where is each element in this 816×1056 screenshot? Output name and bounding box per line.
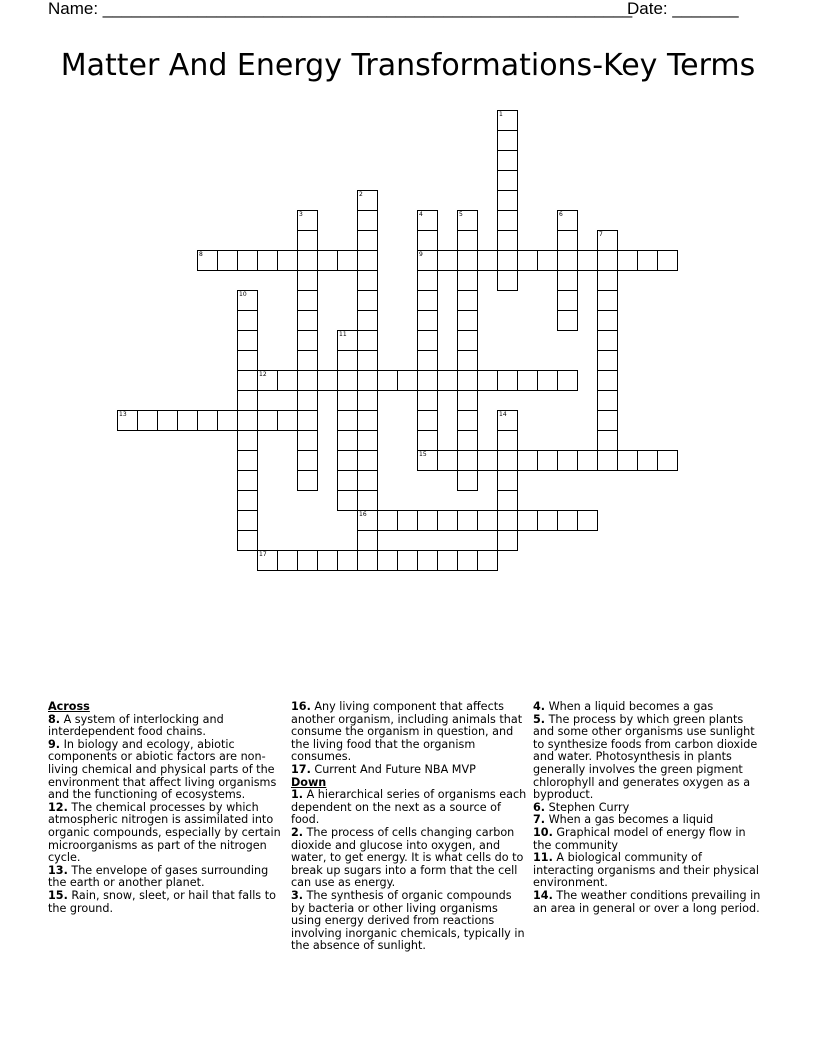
- clue-number: 1: [499, 111, 503, 118]
- clue-number: 8.: [48, 712, 61, 726]
- grid-cell[interactable]: [297, 430, 318, 451]
- grid-cell[interactable]: [597, 310, 618, 331]
- grid-cell[interactable]: [417, 330, 438, 351]
- grid-cell[interactable]: [577, 450, 598, 471]
- clue-item: [533, 852, 765, 890]
- grid-cell[interactable]: [577, 510, 598, 531]
- grid-cell[interactable]: [317, 250, 338, 271]
- grid-cell[interactable]: [417, 430, 438, 451]
- grid-cell[interactable]: [357, 450, 378, 471]
- grid-cell[interactable]: [557, 510, 578, 531]
- grid-cell[interactable]: [417, 450, 438, 471]
- clue-section-heading: Down: [291, 775, 327, 789]
- grid-cell[interactable]: [457, 450, 478, 471]
- clue-item: [533, 714, 765, 802]
- clue-number: 6.: [533, 800, 546, 814]
- clue-number: 12.: [48, 800, 68, 814]
- grid-cell[interactable]: [517, 370, 538, 391]
- grid-cell[interactable]: [337, 430, 358, 451]
- clue-number: 16.: [291, 700, 311, 713]
- grid-cell[interactable]: [557, 210, 578, 231]
- grid-cell[interactable]: [437, 250, 458, 271]
- clue-number: 5: [459, 211, 463, 218]
- clue-text: The envelope of gases surrounding the earth or another planet.: [48, 863, 269, 890]
- clue-column-3: [533, 701, 765, 915]
- clue-text: The chemical processes by which atmospheric nitrogen is assimilated into organic compounds, especially by certain microorganisms as part of the nitrogen cycle.: [48, 800, 281, 865]
- grid-cell[interactable]: [357, 410, 378, 431]
- grid-cell[interactable]: [537, 370, 558, 391]
- grid-cell[interactable]: [497, 210, 518, 231]
- grid-cell[interactable]: [417, 410, 438, 431]
- grid-cell[interactable]: [617, 450, 638, 471]
- grid-cell[interactable]: [457, 550, 478, 571]
- grid-cell[interactable]: [237, 250, 258, 271]
- grid-cell[interactable]: [297, 350, 318, 371]
- grid-cell[interactable]: [557, 270, 578, 291]
- grid-cell[interactable]: [197, 250, 218, 271]
- clue-item: [291, 701, 527, 764]
- grid-cell[interactable]: [297, 410, 318, 431]
- grid-cell[interactable]: [617, 250, 638, 271]
- grid-cell[interactable]: [497, 110, 518, 131]
- clue-text: The process of cells changing carbon dioxide and glucose into oxygen, and water, to get energy. It is what cells do to break up sugars into a form that the cell can use as energy.: [291, 825, 524, 890]
- grid-cell[interactable]: [477, 250, 498, 271]
- grid-cell[interactable]: [497, 510, 518, 531]
- grid-cell[interactable]: [257, 250, 278, 271]
- clue-number: 10.: [533, 825, 553, 839]
- grid-cell[interactable]: [557, 230, 578, 251]
- clue-item: [48, 739, 284, 802]
- grid-cell[interactable]: [417, 230, 438, 251]
- clue-number: 17: [259, 551, 267, 558]
- grid-cell[interactable]: [557, 250, 578, 271]
- clue-item: [291, 764, 527, 777]
- name-field-label[interactable]: Name: ________________________________________________________: [48, 0, 633, 18]
- grid-cell[interactable]: [357, 350, 378, 371]
- grid-cell[interactable]: [457, 410, 478, 431]
- grid-cell[interactable]: [177, 410, 198, 431]
- clue-column-2: [291, 701, 527, 953]
- grid-cell[interactable]: [417, 270, 438, 291]
- clue-text: Current And Future NBA MVP: [310, 762, 476, 776]
- grid-cell[interactable]: [297, 230, 318, 251]
- grid-cell[interactable]: [357, 250, 378, 271]
- clue-text: The synthesis of organic compounds by bacteria or other living organisms using energy derived from reactions involving inorganic chemicals, typically in the absence of sunlight.: [291, 888, 525, 953]
- grid-cell[interactable]: [597, 270, 618, 291]
- clue-number: 12: [259, 371, 267, 378]
- grid-cell[interactable]: [397, 550, 418, 571]
- clue-number: 3: [299, 211, 303, 218]
- grid-cell[interactable]: [497, 530, 518, 551]
- clue-text: A biological community of interacting organisms and their physical environment.: [533, 851, 759, 890]
- grid-cell[interactable]: [497, 450, 518, 471]
- grid-cell[interactable]: [237, 530, 258, 551]
- grid-cell[interactable]: [357, 270, 378, 291]
- grid-cell[interactable]: [357, 530, 378, 551]
- clue-number: 15: [419, 451, 427, 458]
- grid-cell[interactable]: [197, 410, 218, 431]
- grid-cell[interactable]: [357, 370, 378, 391]
- grid-cell[interactable]: [497, 150, 518, 171]
- grid-cell[interactable]: [457, 370, 478, 391]
- grid-cell[interactable]: [237, 310, 258, 331]
- grid-cell[interactable]: [277, 370, 298, 391]
- clue-item: [48, 865, 284, 890]
- grid-cell[interactable]: [497, 230, 518, 251]
- clue-text: The weather conditions prevailing in an area in general or over a long period.: [533, 888, 761, 915]
- grid-cell[interactable]: [337, 350, 358, 371]
- grid-cell[interactable]: [457, 310, 478, 331]
- grid-cell[interactable]: [357, 430, 378, 451]
- grid-cell[interactable]: [457, 430, 478, 451]
- grid-cell[interactable]: [597, 390, 618, 411]
- grid-cell[interactable]: [297, 290, 318, 311]
- grid-cell[interactable]: [297, 270, 318, 291]
- clue-number: 11.: [533, 851, 553, 865]
- grid-cell[interactable]: [337, 410, 358, 431]
- clue-column-1: [48, 701, 284, 915]
- grid-cell[interactable]: [357, 510, 378, 531]
- grid-cell[interactable]: [417, 370, 438, 391]
- grid-cell[interactable]: [377, 510, 398, 531]
- grid-cell[interactable]: [557, 370, 578, 391]
- clue-text: Any living component that affects another organism, including animals that consume the organism in question, and the living food that the organism consumes.: [291, 700, 523, 764]
- grid-cell[interactable]: [237, 370, 258, 391]
- clue-number: 15.: [48, 888, 68, 902]
- grid-cell[interactable]: [297, 390, 318, 411]
- grid-cell[interactable]: [457, 390, 478, 411]
- grid-cell[interactable]: [417, 310, 438, 331]
- grid-cell[interactable]: [457, 510, 478, 531]
- grid-cell[interactable]: [237, 410, 258, 431]
- grid-cell[interactable]: [297, 210, 318, 231]
- clue-number: 2: [359, 191, 363, 198]
- grid-cell[interactable]: [437, 550, 458, 571]
- clue-text: The process by which green plants and some other organisms use sunlight to synthesize foods from carbon dioxide and water. Photosynthesis in plants generally involves the green pigment chlorophyll and generates oxygen as a byproduct.: [533, 712, 758, 802]
- clue-number: 6: [559, 211, 563, 218]
- clue-number: 2.: [291, 825, 304, 839]
- clue-number: 10: [239, 291, 247, 298]
- grid-cell[interactable]: [597, 450, 618, 471]
- clue-text: A system of interlocking and interdependent food chains.: [48, 712, 224, 739]
- grid-cell[interactable]: [277, 410, 298, 431]
- grid-cell[interactable]: [277, 550, 298, 571]
- grid-cell[interactable]: [277, 250, 298, 271]
- grid-cell[interactable]: [497, 270, 518, 291]
- grid-cell[interactable]: [217, 410, 238, 431]
- grid-cell[interactable]: [557, 290, 578, 311]
- grid-cell[interactable]: [357, 390, 378, 411]
- clue-number: 16: [359, 511, 367, 518]
- clue-number: 13: [119, 411, 127, 418]
- clue-number: 4.: [533, 700, 546, 713]
- grid-cell[interactable]: [357, 490, 378, 511]
- clue-text: In biology and ecology, abiotic components or abiotic factors are non-living chemical and physical parts of the environment that affect living organisms and the functioning of ecosystems.: [48, 737, 277, 802]
- grid-cell[interactable]: [297, 470, 318, 491]
- grid-cell[interactable]: [457, 290, 478, 311]
- grid-cell[interactable]: [597, 370, 618, 391]
- grid-cell[interactable]: [557, 450, 578, 471]
- grid-cell[interactable]: [337, 250, 358, 271]
- grid-cell[interactable]: [257, 410, 278, 431]
- grid-cell[interactable]: [337, 450, 358, 471]
- grid-cell[interactable]: [537, 450, 558, 471]
- clue-text: Stephen Curry: [545, 800, 630, 814]
- grid-cell[interactable]: [457, 330, 478, 351]
- grid-cell[interactable]: [237, 470, 258, 491]
- grid-cell[interactable]: [457, 230, 478, 251]
- grid-cell[interactable]: [337, 370, 358, 391]
- grid-cell[interactable]: [117, 410, 138, 431]
- grid-cell[interactable]: [457, 350, 478, 371]
- grid-cell[interactable]: [357, 310, 378, 331]
- grid-cell[interactable]: [417, 390, 438, 411]
- grid-cell[interactable]: [517, 250, 538, 271]
- grid-cell[interactable]: [437, 450, 458, 471]
- clue-number: 14.: [533, 888, 553, 902]
- grid-cell[interactable]: [497, 130, 518, 151]
- grid-cell[interactable]: [497, 250, 518, 271]
- clue-number: 8: [199, 251, 203, 258]
- clue-text: When a liquid becomes a gas: [545, 700, 714, 713]
- grid-cell[interactable]: [357, 230, 378, 251]
- grid-cell[interactable]: [517, 510, 538, 531]
- grid-cell[interactable]: [457, 250, 478, 271]
- grid-cell[interactable]: [237, 490, 258, 511]
- grid-cell[interactable]: [397, 510, 418, 531]
- grid-cell[interactable]: [237, 430, 258, 451]
- grid-cell[interactable]: [137, 410, 158, 431]
- clue-number: 14: [499, 411, 507, 418]
- clue-text: A hierarchical series of organisms each dependent on the next as a source of food.: [291, 788, 527, 827]
- grid-cell[interactable]: [497, 490, 518, 511]
- clue-number: 3.: [291, 888, 304, 902]
- clue-text: When a gas becomes a liquid: [545, 813, 714, 827]
- grid-cell[interactable]: [357, 470, 378, 491]
- grid-cell[interactable]: [597, 290, 618, 311]
- clue-item: [533, 827, 765, 852]
- grid-cell[interactable]: [657, 450, 678, 471]
- grid-cell[interactable]: [597, 230, 618, 251]
- grid-cell[interactable]: [477, 370, 498, 391]
- grid-cell[interactable]: [377, 550, 398, 571]
- grid-cell[interactable]: [257, 550, 278, 571]
- clue-number: 9.: [48, 737, 61, 751]
- grid-cell[interactable]: [237, 390, 258, 411]
- grid-cell[interactable]: [577, 250, 598, 271]
- clue-number: 7.: [533, 813, 546, 827]
- grid-cell[interactable]: [237, 350, 258, 371]
- grid-cell[interactable]: [597, 430, 618, 451]
- clue-item: [291, 827, 527, 890]
- grid-cell[interactable]: [337, 390, 358, 411]
- grid-cell[interactable]: [297, 250, 318, 271]
- grid-cell[interactable]: [477, 550, 498, 571]
- grid-cell[interactable]: [357, 290, 378, 311]
- grid-cell[interactable]: [537, 510, 558, 531]
- grid-cell[interactable]: [537, 250, 558, 271]
- grid-cell[interactable]: [417, 550, 438, 571]
- grid-cell[interactable]: [497, 170, 518, 191]
- grid-cell[interactable]: [497, 190, 518, 211]
- grid-cell[interactable]: [417, 350, 438, 371]
- clue-text: Rain, snow, sleet, or hail that falls to the ground.: [48, 888, 276, 915]
- grid-cell[interactable]: [457, 210, 478, 231]
- clue-item: [291, 789, 527, 827]
- grid-cell[interactable]: [457, 270, 478, 291]
- grid-cell[interactable]: [297, 310, 318, 331]
- clue-number: 11: [339, 331, 347, 338]
- clue-number: 7: [599, 231, 603, 238]
- clue-item: [291, 890, 527, 953]
- grid-cell[interactable]: [237, 290, 258, 311]
- grid-cell[interactable]: [357, 330, 378, 351]
- clue-number: 9: [419, 251, 423, 258]
- grid-cell[interactable]: [337, 330, 358, 351]
- grid-cell[interactable]: [417, 250, 438, 271]
- grid-cell[interactable]: [497, 410, 518, 431]
- grid-cell[interactable]: [637, 450, 658, 471]
- clue-number: 1.: [291, 788, 304, 802]
- grid-cell[interactable]: [357, 550, 378, 571]
- grid-cell[interactable]: [297, 370, 318, 391]
- clue-text: Graphical model of energy flow in the community: [533, 825, 746, 852]
- grid-cell[interactable]: [337, 490, 358, 511]
- grid-cell[interactable]: [357, 210, 378, 231]
- clue-number: 17.: [291, 762, 311, 776]
- clue-section-heading: Across: [48, 700, 90, 713]
- grid-cell[interactable]: [297, 550, 318, 571]
- grid-cell[interactable]: [237, 510, 258, 531]
- clue-item: [48, 714, 284, 739]
- clue-number: 4: [419, 211, 423, 218]
- grid-cell[interactable]: [497, 470, 518, 491]
- grid-cell[interactable]: [657, 250, 678, 271]
- clue-number: 5.: [533, 712, 546, 726]
- grid-cell[interactable]: [397, 370, 418, 391]
- grid-cell[interactable]: [457, 470, 478, 491]
- clue-item: [48, 890, 284, 915]
- grid-cell[interactable]: [257, 370, 278, 391]
- grid-cell[interactable]: [297, 330, 318, 351]
- grid-cell[interactable]: [417, 210, 438, 231]
- grid-cell[interactable]: [597, 410, 618, 431]
- grid-cell[interactable]: [637, 250, 658, 271]
- grid-cell[interactable]: [417, 290, 438, 311]
- grid-cell[interactable]: [157, 410, 178, 431]
- grid-cell[interactable]: [237, 330, 258, 351]
- grid-cell[interactable]: [517, 450, 538, 471]
- grid-cell[interactable]: [237, 450, 258, 471]
- grid-cell[interactable]: [357, 190, 378, 211]
- grid-cell[interactable]: [317, 370, 338, 391]
- grid-cell[interactable]: [417, 510, 438, 531]
- grid-cell[interactable]: [317, 550, 338, 571]
- grid-cell[interactable]: [497, 430, 518, 451]
- grid-cell[interactable]: [337, 550, 358, 571]
- grid-cell[interactable]: [497, 370, 518, 391]
- grid-cell[interactable]: [557, 310, 578, 331]
- grid-cell[interactable]: [437, 510, 458, 531]
- grid-cell[interactable]: [337, 470, 358, 491]
- clue-item: [48, 802, 284, 865]
- grid-cell[interactable]: [597, 250, 618, 271]
- grid-cell[interactable]: [437, 370, 458, 391]
- grid-cell[interactable]: [597, 350, 618, 371]
- grid-cell[interactable]: [477, 510, 498, 531]
- grid-cell[interactable]: [477, 450, 498, 471]
- page-title: Matter And Energy Transformations-Key Terms: [60, 48, 756, 83]
- header: [48, 0, 768, 20]
- grid-cell[interactable]: [217, 250, 238, 271]
- grid-cell[interactable]: [377, 370, 398, 391]
- date-field-label[interactable]: Date: _______: [627, 0, 739, 18]
- clue-item: [533, 890, 765, 915]
- grid-cell[interactable]: [297, 450, 318, 471]
- clue-number: 13.: [48, 863, 68, 877]
- grid-cell[interactable]: [597, 330, 618, 351]
